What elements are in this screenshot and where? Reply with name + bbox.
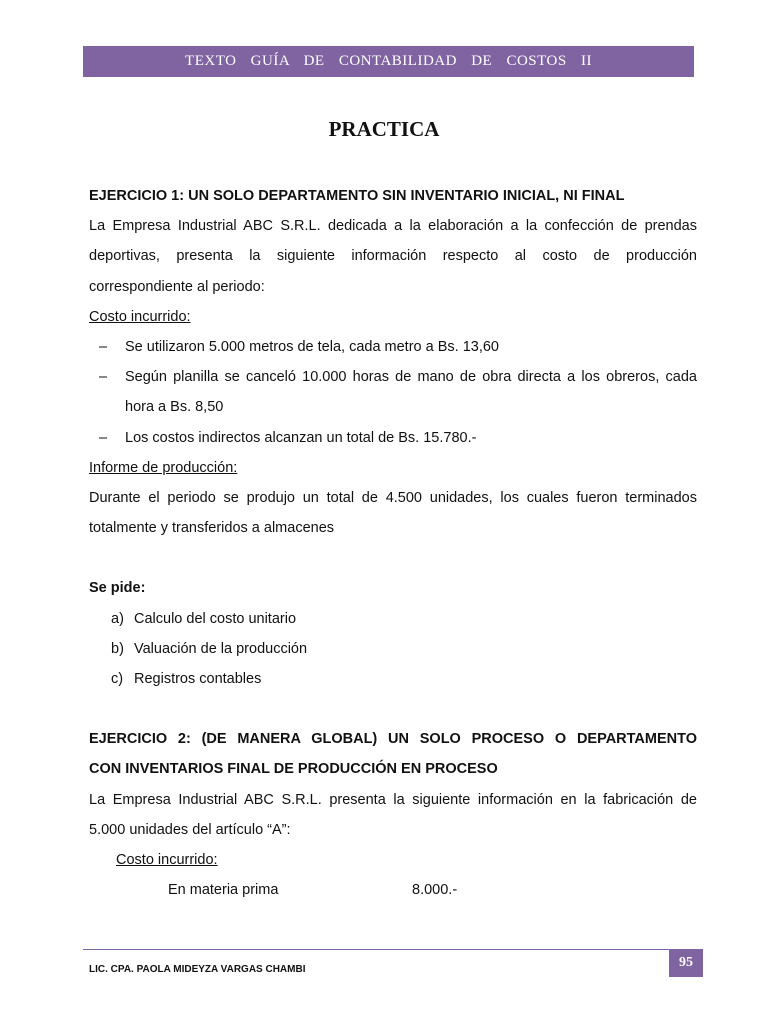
exercise-1-intro-line: correspondiente al periodo: (89, 278, 265, 295)
exercise-1-intro-line: deportivas, presenta la siguiente información respecto al costo de producción (89, 248, 697, 265)
cost-row-value: 8.000.- (412, 882, 458, 899)
list-item (89, 604, 697, 634)
page-title: PRACTICA (328, 117, 440, 141)
list-item-text: Valuación de la producción (134, 640, 308, 657)
list-item-text: Calculo del costo unitario (134, 610, 297, 627)
list-marker: b) (111, 640, 124, 657)
page-number: 95 (669, 949, 703, 977)
exercise-2-intro-line: 5.000 unidades del artículo “A”: (89, 821, 291, 838)
dash-bullet: – (99, 369, 108, 386)
list-item-text: Según planilla se canceló 10.000 horas de mano de obra directa a los obreros, cada hora a Bs. 8,50 (125, 369, 697, 416)
list-item (89, 423, 697, 453)
list-item (89, 332, 697, 362)
cost-row (89, 875, 697, 905)
dash-bullet: – (99, 339, 108, 356)
list-item (89, 634, 697, 664)
list-item-text: Se utilizaron 5.000 metros de tela, cada metro a Bs. 13,60 (125, 339, 499, 356)
cost-row-label: En materia prima (168, 882, 279, 899)
exercise-1-intro-line: La Empresa Industrial ABC S.R.L. dedicada a la elaboración a la confección de prendas (89, 218, 697, 235)
exercise-1-report-line: Durante el periodo se produjo un total de 4.500 unidades, los cuales fueron terminados (89, 490, 697, 507)
dash-bullet: – (99, 429, 108, 446)
header-title: TEXTO GUÍA DE CONTABILIDAD DE COSTOS II (185, 53, 592, 69)
list-marker: c) (111, 671, 124, 688)
exercise-1-cost-label: Costo incurrido: (89, 308, 191, 325)
document-body (89, 181, 697, 905)
list-item (89, 362, 697, 422)
exercise-1-report-label: Informe de producción: (89, 459, 238, 476)
footer-divider (83, 949, 669, 950)
exercise-2-cost-label: Costo incurrido: (116, 852, 218, 869)
exercise-2-heading: EJERCICIO 2: (DE MANERA GLOBAL) UN SOLO PROCESO O DEPARTAMENTO (89, 731, 697, 748)
spacer (89, 694, 697, 724)
exercise-2-heading: CON INVENTARIOS FINAL DE PRODUCCIÓN EN PROCESO (89, 761, 498, 778)
exercise-2-intro-line: La Empresa Industrial ABC S.R.L. presenta la siguiente información en la fabricación de (89, 791, 697, 808)
spacer (89, 543, 697, 573)
list-item (89, 664, 697, 694)
list-item-text: Registros contables (134, 671, 262, 688)
exercise-1-report-line: totalmente y transferidos a almacenes (89, 520, 335, 537)
header-bar (83, 46, 694, 77)
list-item-text: Los costos indirectos alcanzan un total de Bs. 15.780.- (125, 429, 477, 446)
list-marker: a) (111, 610, 124, 627)
exercise-1-heading: EJERCICIO 1: UN SOLO DEPARTAMENTO SIN INVENTARIO INICIAL, NI FINAL (89, 188, 625, 204)
footer-author: LIC. CPA. PAOLA MIDEYZA VARGAS CHAMBI (89, 964, 306, 975)
exercise-1-ask-label: Se pide: (89, 580, 146, 597)
